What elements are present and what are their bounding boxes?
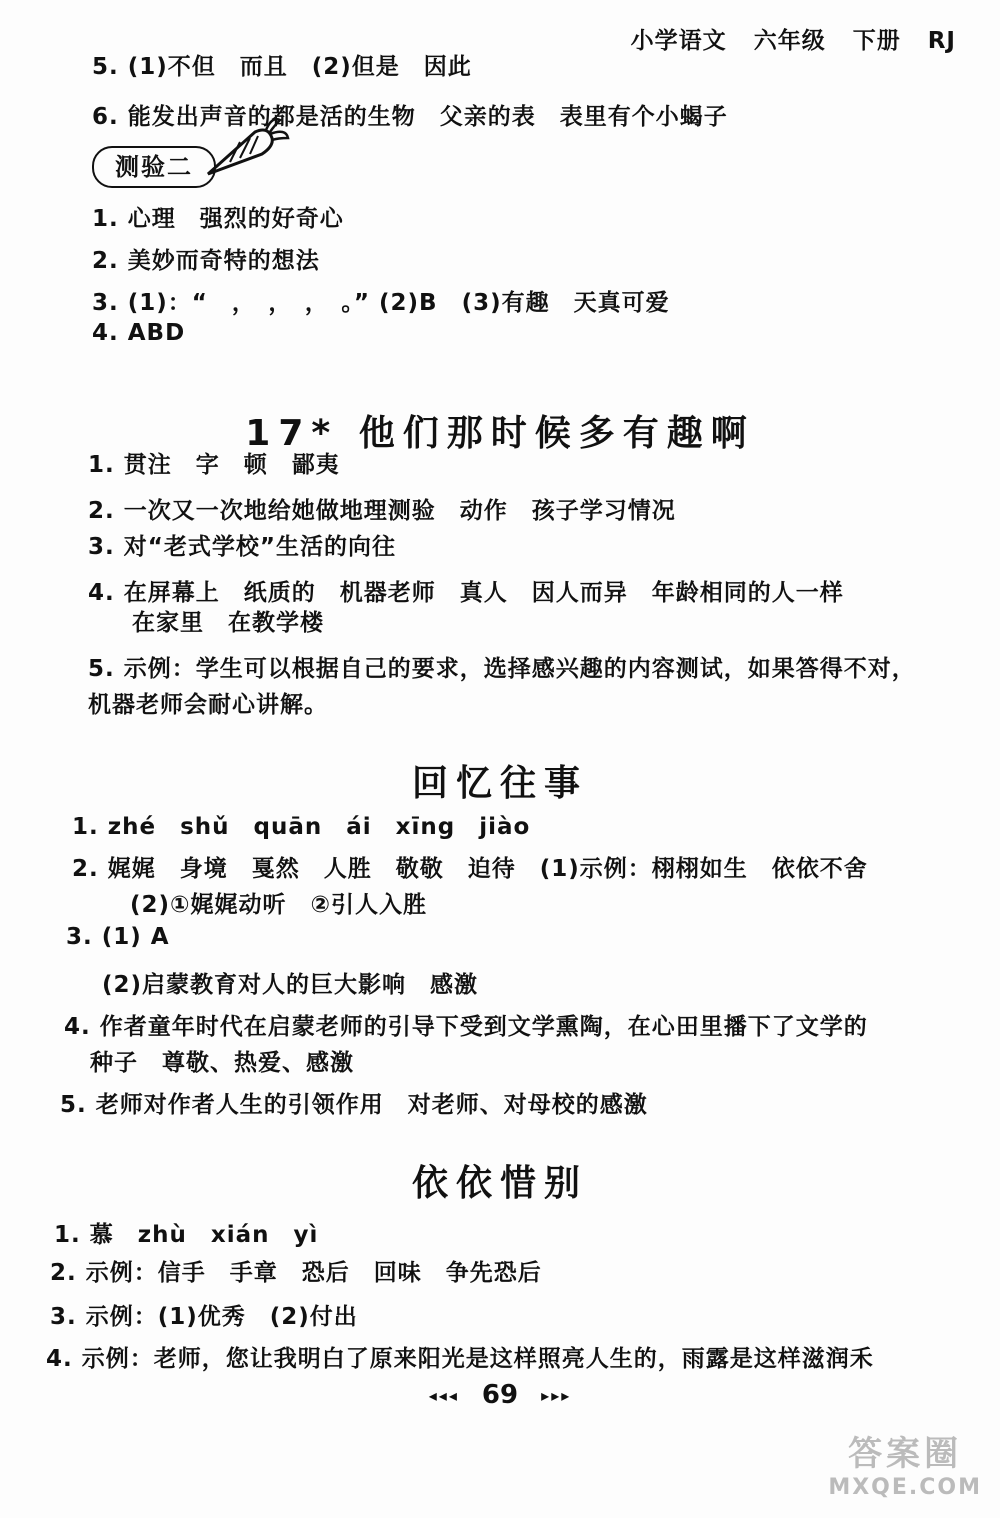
section-title: 依依惜别: [411, 1163, 588, 1204]
section-title: 17* 他们那时候多有趣啊: [245, 413, 755, 454]
answer-line: 5. 老师对作者人生的引领作用 对老师、对母校的感激: [60, 1092, 648, 1118]
answer-line: 5. 示例：学生可以根据自己的要求，选择感兴趣的内容测试，如果答得不对，: [88, 656, 916, 682]
page-footer: [0, 1380, 1000, 1410]
answer-line: 在家里 在教学楼: [108, 610, 324, 636]
answer-line: (2)①娓娓动听 ②引人入胜: [130, 892, 427, 918]
watermark-url: MXQE.COM: [828, 1475, 982, 1500]
test-badge: 测验二: [92, 146, 216, 188]
page-number: 69: [481, 1380, 519, 1410]
arrow-right-icon: ▸▸▸: [541, 1386, 572, 1405]
arrow-left-icon: ◂◂◂: [428, 1386, 459, 1405]
watermark: [828, 1426, 982, 1500]
answer-line: 2. 示例：信手 手章 恐后 回味 争先恐后: [50, 1260, 542, 1286]
answer-line: 4. 作者童年时代在启蒙老师的引导下受到文学熏陶，在心田里播下了文学的: [64, 1014, 868, 1040]
watermark-logo: 答案圈: [848, 1434, 963, 1474]
header-grade: 六年级: [753, 28, 826, 54]
answer-line: 3. 示例：(1)优秀 (2)付出: [50, 1304, 358, 1330]
answer-line: (2)启蒙教育对人的巨大影响 感激: [102, 972, 479, 998]
answer-line: 2. 一次又一次地给她做地理测验 动作 孩子学习情况: [88, 498, 676, 524]
answer-line: 4. 示例：老师，您让我明白了原来阳光是这样照亮人生的，雨露是这样滋润禾: [46, 1346, 874, 1372]
answer-line: 3. 对“老式学校”生活的向往: [88, 534, 396, 560]
answer-line: 3. (1)：“ ， ， ， 。” (2)B (3)有趣 天真可爱: [92, 290, 670, 316]
answer-line: 1. 贯注 字 顿 鄙夷: [88, 452, 340, 478]
answer-line: 种子 尊敬、热爱、感激: [90, 1050, 354, 1076]
header-edition: RJ: [927, 28, 956, 54]
carrot-icon: [200, 112, 290, 192]
page-header: [613, 22, 956, 55]
header-volume: 下册: [852, 28, 901, 54]
answer-line: 2. 娓娓 身境 戛然 人胜 敬敬 迫待 (1)示例：栩栩如生 依依不舍: [72, 856, 868, 882]
answer-line: 1. 心理 强烈的好奇心: [92, 206, 344, 232]
answer-line: 4. ABD: [92, 320, 186, 346]
answer-line: 5. (1)不但 而且 (2)但是 因此: [92, 54, 472, 80]
answer-line: 2. 美妙而奇特的想法: [92, 248, 320, 274]
answer-line: 1. zhé shǔ quān ái xīng jiào: [72, 814, 531, 840]
answer-line: 机器老师会耐心讲解。: [88, 692, 328, 718]
section-title: 回忆往事: [411, 763, 588, 804]
header-subject: 小学语文: [630, 28, 727, 54]
answer-line: 6. 能发出声音的都是活的生物 父亲的表 表里有个小蝎子: [92, 104, 728, 130]
answer-line: 1. 慕 zhù xián yì: [54, 1222, 319, 1248]
answer-line: 4. 在屏幕上 纸质的 机器老师 真人 因人而异 年龄相同的人一样: [88, 580, 844, 606]
answer-line: 3. (1) A: [66, 924, 170, 950]
